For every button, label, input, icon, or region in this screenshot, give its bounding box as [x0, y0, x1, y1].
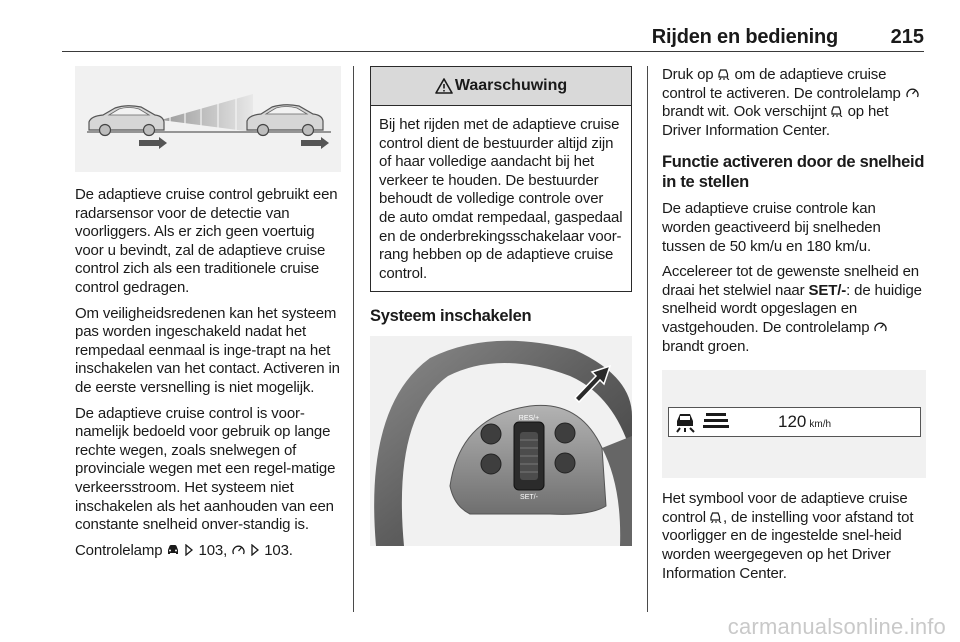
steering-wheel-image — [370, 336, 632, 546]
cruise-control-icon — [231, 544, 246, 556]
paragraph: De adaptieve cruise control gebruikt een radarsensor voor de detectie van voorliggers. Als er zich geen voertuig voor u bevindt, zal de adaptieve cruise control zich als een traditionele cruise control gedragen. — [75, 186, 338, 296]
column-divider — [647, 66, 648, 612]
car-icon — [89, 106, 164, 136]
set-label: SET/- — [520, 494, 538, 502]
driver-information-display — [668, 407, 921, 437]
watermark: carmanualsonline.info — [727, 614, 946, 639]
arrow-right-icon — [301, 137, 329, 149]
arrow-right-icon — [139, 137, 167, 149]
paragraph: Om veiligheidsredenen kan het systeem pas worden ingeschakeld nadat het rempedaal eenmaal is inge-trapt na het inschakelen van het contact. Activeren in de eerste versnelling is niet mogelijk. — [75, 304, 340, 396]
adaptive-cruise-icon — [831, 105, 844, 117]
following-distance-icon — [703, 412, 729, 432]
column-2 — [370, 66, 632, 546]
warning-title: Waarschuwing — [454, 77, 568, 94]
page-title: Rijden en bediening — [651, 26, 838, 48]
radar-illustration — [75, 66, 341, 172]
res-label: RES/+ — [518, 415, 540, 423]
warning-header — [371, 67, 631, 106]
radar-cars-image — [75, 66, 341, 172]
paragraph: Het symbool voor de adaptieve cruise control , de instelling voor afstand tot voorligger en de ingestelde snel-heid worden weergegeven op het Driver Information Center. — [662, 490, 914, 582]
driver-information-display-illustration — [662, 370, 926, 478]
cruise-control-icon — [873, 321, 888, 333]
section-heading: Functie activeren door de snelheid in te stellen — [662, 153, 925, 192]
paragraph: De adaptieve cruise control is voor-namelijk bedoeld voor gebruik op lange rechte wegen, zoals snelwegen of provinciale wegen met een regel-matige verkeersstroom. Het systeem niet inschakelen als het aanhouden van een constante snelheid onver-standig is. — [75, 404, 336, 534]
adaptive-cruise-icon — [718, 68, 731, 80]
lamp-reference-line: Controlelamp 103, 103. — [75, 541, 293, 559]
car-icon — [247, 105, 323, 136]
page-number: 215 — [890, 26, 924, 48]
paragraph: De adaptieve cruise controle kan worden geactiveerd bij snelheden tussen de 50 km/u en 180 km/u. — [662, 200, 881, 255]
paragraph: Accelereer tot de gewenste snelheid en draai het stelwiel naar SET/-: de huidige snelheid wordt opgeslagen en vastgehouden. De controlelamp brandt groen. — [662, 263, 922, 355]
page-header — [62, 0, 924, 52]
warning-text: Bij het rijden met de adaptieve cruise control dient de bestuurder altijd zijn of haar volledige aandacht bij het verkeer te houden. De bestuurder behoudt de volledige controle over de auto omdat rempedaal, gaspedaal en de onderbrekingsschakelaar voor-rang hebben op de adaptieve cruise control. — [379, 116, 623, 282]
section-heading: Systeem inschakelen — [370, 307, 532, 326]
adaptive-cruise-icon — [710, 511, 723, 523]
paragraph: Druk op om de adaptieve cruise control te activeren. De controlelamp brandt wit. Ook verschijnt op het Driver Information Center. — [662, 66, 926, 140]
warning-triangle-icon — [435, 78, 453, 94]
page-reference-icon — [184, 544, 194, 556]
page-reference-icon — [250, 544, 260, 556]
adaptive-cruise-icon — [674, 411, 698, 433]
set-speed-readout: 120 km/h — [778, 412, 832, 432]
column-divider — [353, 66, 354, 612]
car-front-icon — [166, 544, 180, 556]
steering-wheel-illustration — [370, 336, 632, 546]
warning-box — [370, 66, 632, 292]
column-3 — [662, 66, 926, 590]
column-1 — [75, 66, 341, 567]
cruise-control-icon — [905, 87, 920, 99]
